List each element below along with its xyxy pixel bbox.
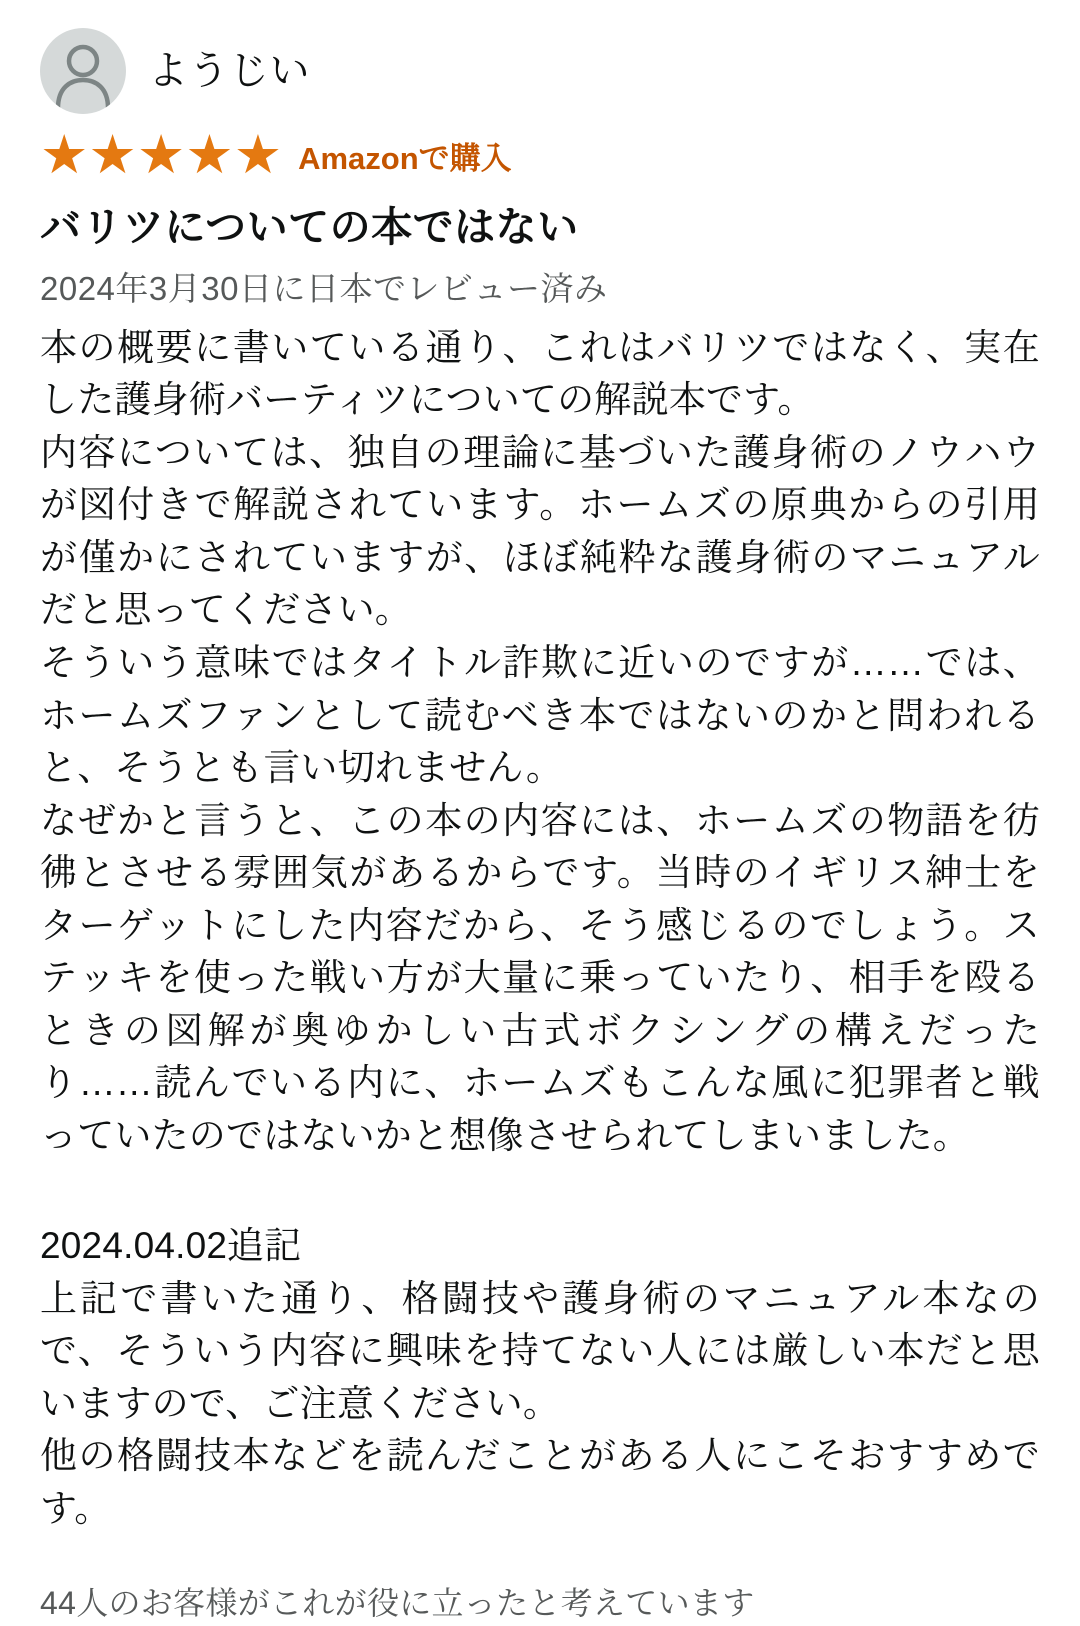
review-paragraph: 内容については、独自の理論に基づいた護身術のノウハウが図付きで解説されています。ホームズの原典からの引用が僅かにされていますが、ほぼ純粋な護身術のマニュアルだと思ってください。 [40, 431, 1040, 631]
verified-purchase-badge[interactable]: Amazonで購入 [298, 140, 512, 176]
star-rating[interactable] [40, 125, 281, 185]
reviewer-name[interactable]: ようじい [148, 49, 310, 93]
review-paragraph: 本の概要に書いている通り、これはバリツではなく、実在した護身術バーティツについての解説本です。 [40, 326, 1040, 421]
star-icon: ★ [40, 125, 87, 185]
helpful-count-text: 44人のお客様がこれが役に立ったと考えています [40, 1585, 755, 1622]
review-paragraph: そういう意味ではタイトル詐欺に近いのですが……では、ホームズファンとして読むべき本ではないのかと問われると、そうとも言い切れません。 [40, 641, 1040, 789]
reviewer-row[interactable] [40, 28, 1040, 114]
review-paragraph: なぜかと言うと、この本の内容には、ホームズの物語を彷彿とさせる雰囲気があるからです。当時のイギリス紳士をターゲットにした内容だから、そう感じるのでしょう。ステッキを使った戦い方が大量に乗っていたり、相手を殴るときの図解が奥ゆかしい古式ボクシングの構えだったり……読んでいる内に、ホームズもこんな風に犯罪者と戦っていたのではないかと想像させられてしまいました。 [40, 799, 1040, 1156]
addendum-paragraph: 他の格闘技本などを読んだことがある人にこそおすすめです。 [40, 1435, 1040, 1529]
star-icon: ★ [88, 125, 135, 185]
star-icon: ★ [233, 125, 281, 185]
user-avatar-icon [40, 28, 126, 114]
star-icon: ★ [185, 125, 232, 185]
review-title[interactable]: バリツについての本ではない [40, 204, 579, 250]
addendum-paragraph: 上記で書いた通り、格闘技や護身術のマニュアル本なので、そういう内容に興味を持てない人には厳しい本だと思いますので、ご注意ください。 [40, 1277, 1040, 1424]
review-date: 2024年3月30日に日本でレビュー済み [40, 270, 608, 308]
rating-row [40, 125, 1040, 185]
addendum-heading: 2024.04.02追記 [40, 1225, 302, 1267]
review-body [40, 322, 1040, 1536]
star-icon: ★ [136, 125, 184, 185]
